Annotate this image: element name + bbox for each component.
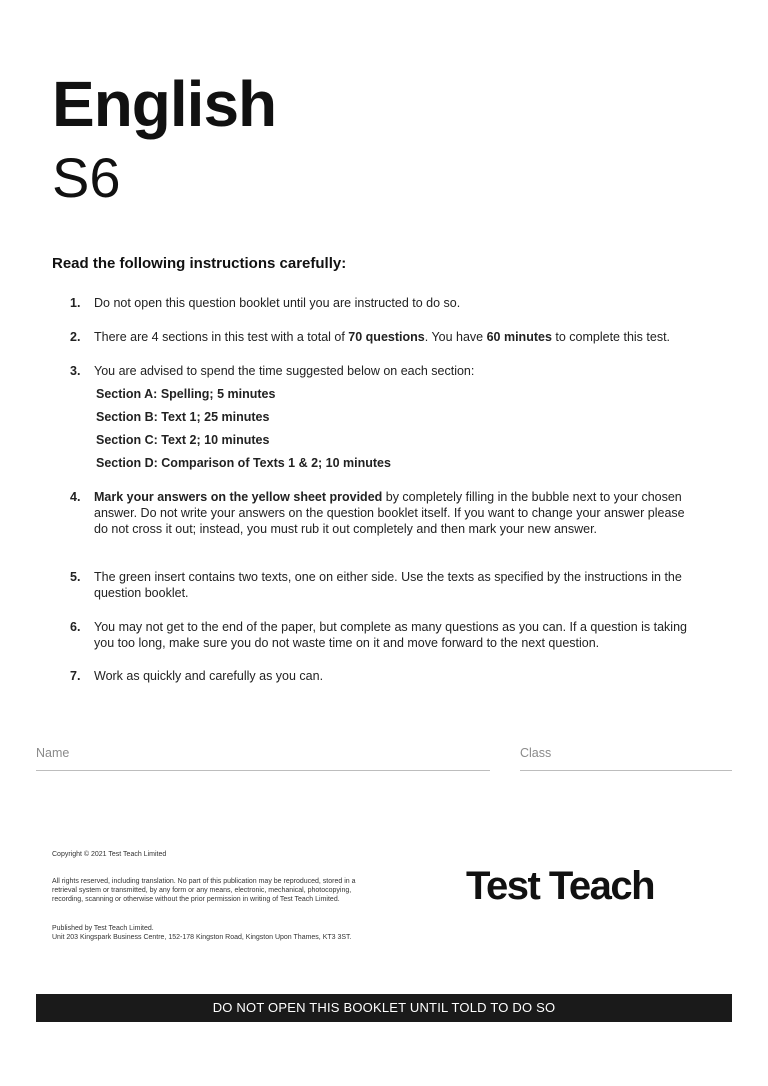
instruction-item-1 — [70, 295, 710, 311]
name-field-label: Name — [36, 746, 70, 760]
instruction-item-6 — [70, 619, 710, 651]
instruction-item-4 — [70, 489, 690, 537]
instruction-item-3 — [70, 363, 710, 379]
instruction-text: You are advised to spend the time suggested below on each section: — [94, 364, 475, 378]
class-field-label: Class — [520, 746, 552, 760]
rights-notice: All rights reserved, including translation. No part of this publication may be reproduced, stored in a retrieval system or transmitted, by any form or any means, electronic, mechanical, photocopying, recording, scanning or otherwise without the prior permission in writing of Test Teach Limited. — [52, 878, 356, 903]
class-field-line[interactable] — [520, 770, 732, 771]
instruction-item-5 — [70, 569, 710, 601]
document-subtitle: S6 — [52, 146, 121, 209]
section-time-d: Section D: Comparison of Texts 1 & 2; 10 minutes — [96, 456, 391, 470]
section-time-a: Section A: Spelling; 5 minutes — [96, 387, 276, 401]
do-not-open-banner: DO NOT OPEN THIS BOOKLET UNTIL TOLD TO DO SO — [36, 994, 732, 1022]
name-field-line[interactable] — [36, 770, 490, 771]
instruction-number: 4. — [70, 490, 81, 504]
section-time-b: Section B: Text 1; 25 minutes — [96, 410, 270, 424]
instruction-number: 6. — [70, 620, 81, 634]
instruction-text: You may not get to the end of the paper, but complete as many questions as you can. If a question is taking you too long, make sure you do not waste time on it and move forward to the next question. — [94, 620, 687, 650]
instruction-text: Do not open this question booklet until you are instructed to do so. — [94, 296, 461, 310]
instruction-number: 3. — [70, 364, 81, 378]
instruction-item-2 — [70, 329, 730, 345]
instruction-text: The green insert contains two texts, one on either side. Use the texts as specified by the instructions in the question booklet. — [94, 570, 682, 600]
instruction-text: There are 4 sections in this test with a total of 70 questions. You have 60 minutes to complete this test. — [94, 330, 671, 344]
instructions-heading: Read the following instructions carefully: — [52, 255, 347, 272]
instruction-number: 1. — [70, 296, 81, 310]
instruction-text: Work as quickly and carefully as you can. — [94, 669, 324, 683]
instruction-number: 7. — [70, 669, 81, 683]
section-time-c: Section C: Text 2; 10 minutes — [96, 433, 270, 447]
test-teach-logo: Test Teach — [466, 864, 655, 908]
publisher-address: Unit 203 Kingspark Business Centre, 152-178 Kingston Road, Kingston Upon Thames, KT3 3ST. — [52, 934, 352, 941]
instruction-text: Mark your answers on the yellow sheet provided by completely filling in the bubble next to your chosen answer. Do not write your answers on the question booklet itself. If you want to change your answer please do not cross it out; instead, you must rub it out completely and then mark your new answer. — [94, 490, 685, 536]
instruction-number: 5. — [70, 570, 81, 584]
publisher-notice: Published by Test Teach Limited. — [52, 925, 154, 932]
instruction-number: 2. — [70, 330, 81, 344]
document-title: English — [52, 68, 277, 140]
instruction-item-7 — [70, 668, 710, 684]
copyright-notice: Copyright © 2021 Test Teach Limited — [52, 851, 167, 858]
